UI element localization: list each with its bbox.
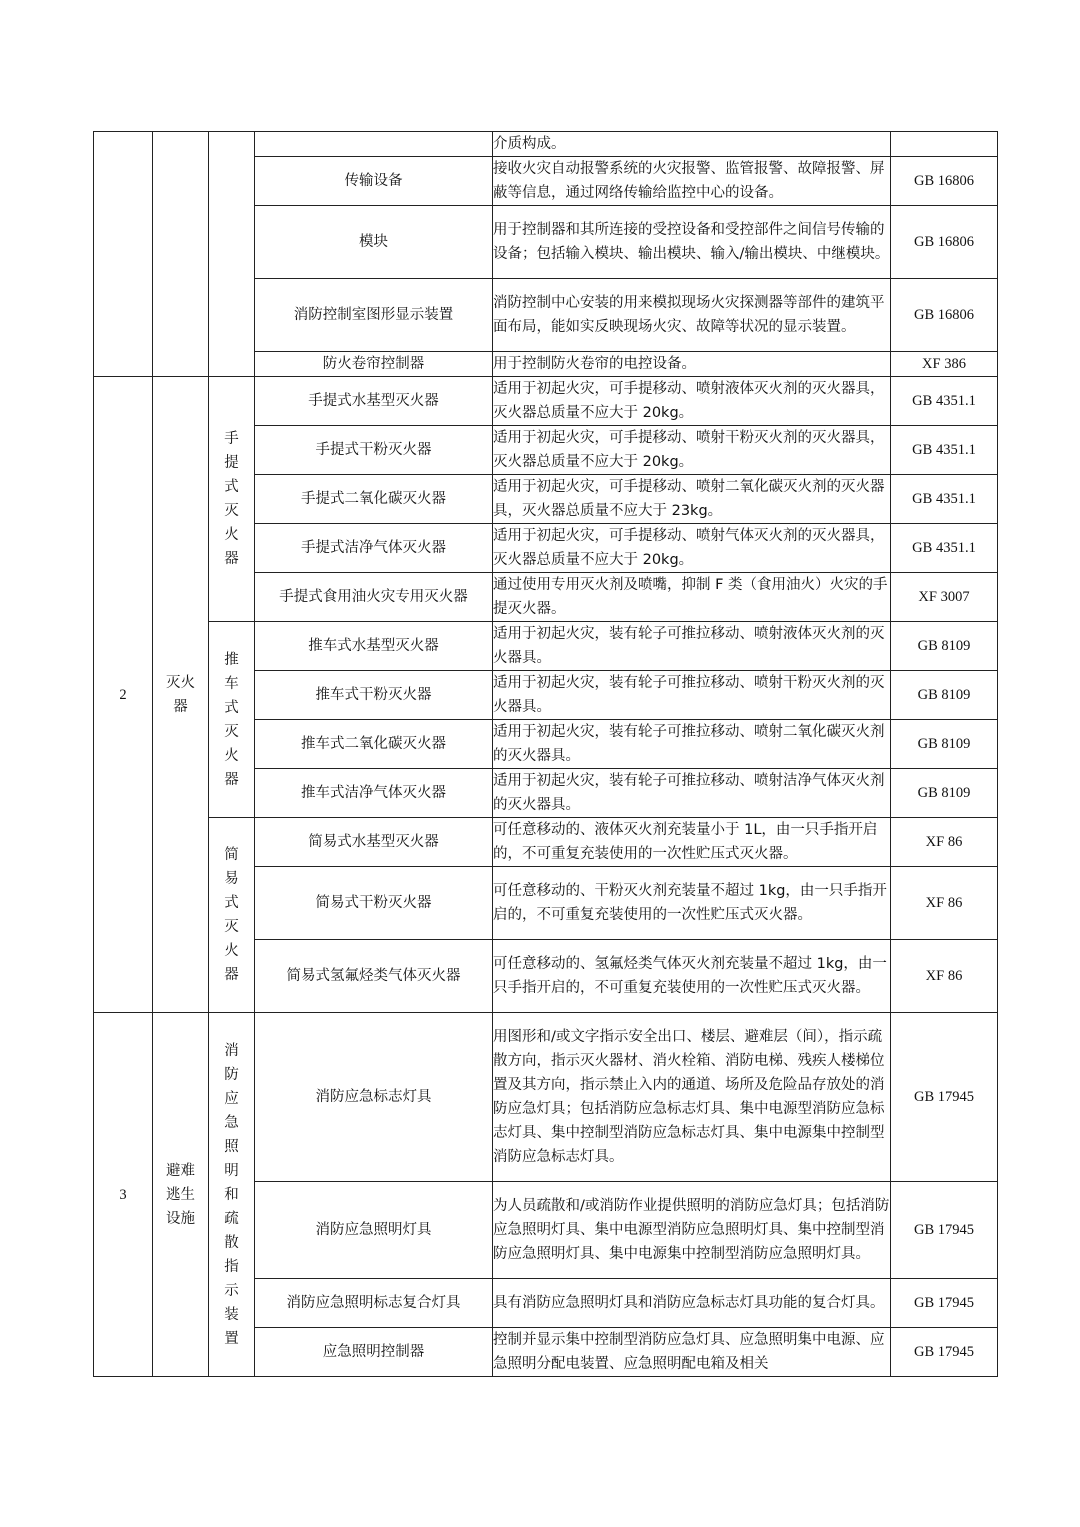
standard-code: GB 8109 — [891, 720, 998, 769]
standard-code: GB 17945 — [891, 1182, 998, 1279]
product-description: 通过使用专用灭火剂及喷嘴，抑制 F 类（食用油火）火灾的手提灭火器。 — [493, 573, 891, 622]
subgroup-label: 手提式灭火器 — [224, 431, 239, 567]
standard-code: XF 86 — [891, 818, 998, 867]
group-number-cell: 3 — [94, 1013, 153, 1377]
product-description: 适用于初起火灾，装有轮子可推拉移动、喷射干粉灭火剂的灭火器具。 — [493, 671, 891, 720]
table-row — [94, 818, 998, 867]
product-name: 简易式氢氟烃类气体灭火器 — [255, 940, 493, 1013]
group-number-cell — [94, 132, 153, 377]
group-category-cell — [153, 377, 209, 1013]
standard-code: GB 8109 — [891, 622, 998, 671]
standard-code: GB 4351.1 — [891, 377, 998, 426]
product-description: 适用于初起火灾，装有轮子可推拉移动、喷射液体灭火剂的灭火器具。 — [493, 622, 891, 671]
product-name: 应急照明控制器 — [255, 1328, 493, 1377]
product-description: 适用于初起火灾，可手提移动、喷射干粉灭火剂的灭火器具，灭火器总质量不应大于 20kg。 — [493, 426, 891, 475]
product-name: 消防应急照明灯具 — [255, 1182, 493, 1279]
product-description: 具有消防应急照明灯具和消防应急标志灯具功能的复合灯具。 — [493, 1279, 891, 1328]
product-name: 手提式二氧化碳灭火器 — [255, 475, 493, 524]
standard-code: GB 17945 — [891, 1013, 998, 1182]
product-description: 适用于初起火灾，可手提移动、喷射液体灭火剂的灭火器具，灭火器总质量不应大于 20kg。 — [493, 377, 891, 426]
product-description: 可任意移动的、液体灭火剂充装量小于 1L，由一只手指开启的，不可重复充装使用的一次性贮压式灭火器。 — [493, 818, 891, 867]
subgroup-cell — [209, 622, 255, 818]
product-description: 接收火灾自动报警系统的火灾报警、监管报警、故障报警、屏蔽等信息，通过网络传输给监控中心的设备。 — [493, 157, 891, 206]
product-name: 推车式洁净气体灭火器 — [255, 769, 493, 818]
standard-code: GB 4351.1 — [891, 475, 998, 524]
product-name: 简易式水基型灭火器 — [255, 818, 493, 867]
product-name: 消防应急照明标志复合灯具 — [255, 1279, 493, 1328]
product-name: 模块 — [255, 206, 493, 279]
product-name: 手提式干粉灭火器 — [255, 426, 493, 475]
standard-code: GB 16806 — [891, 279, 998, 352]
product-description: 可任意移动的、氢氟烃类气体灭火剂充装量不超过 1kg，由一只手指开启的，不可重复充装使用的一次性贮压式灭火器。 — [493, 940, 891, 1013]
table-row — [94, 1013, 998, 1182]
product-name: 消防应急标志灯具 — [255, 1013, 493, 1182]
subgroup-label: 消防应急照明和疏散指示装置 — [224, 1042, 239, 1347]
subgroup-cell — [209, 818, 255, 1013]
product-name: 消防控制室图形显示装置 — [255, 279, 493, 352]
table-row — [94, 622, 998, 671]
group-number-cell: 2 — [94, 377, 153, 1013]
product-description: 适用于初起火灾，可手提移动、喷射二氧化碳灭火剂的灭火器具，灭火器总质量不应大于 23kg。 — [493, 475, 891, 524]
standard-code: GB 8109 — [891, 671, 998, 720]
table-row — [94, 132, 998, 157]
standard-code: XF 386 — [891, 352, 998, 377]
product-name: 推车式二氧化碳灭火器 — [255, 720, 493, 769]
product-name: 手提式食用油火灾专用灭火器 — [255, 573, 493, 622]
product-name: 手提式洁净气体灭火器 — [255, 524, 493, 573]
product-description: 用图形和/或文字指示安全出口、楼层、避难层（间），指示疏散方向，指示灭火器材、消火栓箱、消防电梯、残疾人楼梯位置及其方向，指示禁止入内的通道、场所及危险品存放处的消防应急灯具；包括消防应急标志灯具、集中电源型消防应急标志灯具、集中控制型消防应急标志灯具、集中电源集中控制型消防应急标志灯具。 — [493, 1013, 891, 1182]
product-description: 可任意移动的、干粉灭火剂充装量不超过 1kg，由一只手指开启的，不可重复充装使用的一次性贮压式灭火器。 — [493, 867, 891, 940]
product-description: 适用于初起火灾，可手提移动、喷射气体灭火剂的灭火器具，灭火器总质量不应大于 20kg。 — [493, 524, 891, 573]
product-name: 防火卷帘控制器 — [255, 352, 493, 377]
subgroup-cell — [209, 377, 255, 622]
product-name — [255, 132, 493, 157]
group-category-cell — [153, 132, 209, 377]
product-description: 消防控制中心安装的用来模拟现场火灾探测器等部件的建筑平面布局，能如实反映现场火灾、故障等状况的显示装置。 — [493, 279, 891, 352]
product-description: 介质构成。 — [493, 132, 891, 157]
standards-table — [93, 131, 998, 1377]
group-category-cell — [153, 1013, 209, 1377]
group-category-label: 避难逃生设施 — [166, 1162, 195, 1227]
product-name: 推车式干粉灭火器 — [255, 671, 493, 720]
group-category-label: 灭火器 — [166, 674, 195, 715]
standard-code: GB 16806 — [891, 157, 998, 206]
product-name: 简易式干粉灭火器 — [255, 867, 493, 940]
subgroup-label: 推车式灭火器 — [224, 651, 239, 788]
subgroup-cell — [209, 132, 255, 377]
standard-code: XF 86 — [891, 867, 998, 940]
standard-code: XF 86 — [891, 940, 998, 1013]
product-name: 推车式水基型灭火器 — [255, 622, 493, 671]
standard-code: GB 17945 — [891, 1279, 998, 1328]
standard-code: GB 4351.1 — [891, 524, 998, 573]
product-description: 控制并显示集中控制型消防应急灯具、应急照明集中电源、应急照明分配电装置、应急照明配电箱及相关 — [493, 1328, 891, 1377]
product-description: 适用于初起火灾，装有轮子可推拉移动、喷射二氧化碳灭火剂的灭火器具。 — [493, 720, 891, 769]
standard-code: XF 3007 — [891, 573, 998, 622]
standard-code: GB 17945 — [891, 1328, 998, 1377]
standard-code: GB 4351.1 — [891, 426, 998, 475]
product-description: 为人员疏散和/或消防作业提供照明的消防应急灯具；包括消防应急照明灯具、集中电源型消防应急照明灯具、集中控制型消防应急照明灯具、集中电源集中控制型消防应急照明灯具。 — [493, 1182, 891, 1279]
product-description: 用于控制器和其所连接的受控设备和受控部件之间信号传输的设备；包括输入模块、输出模块、输入/输出模块、中继模块。 — [493, 206, 891, 279]
product-name: 传输设备 — [255, 157, 493, 206]
subgroup-cell — [209, 1013, 255, 1377]
standard-code: GB 16806 — [891, 206, 998, 279]
table-row — [94, 377, 998, 426]
standard-code — [891, 132, 998, 157]
standard-code: GB 8109 — [891, 769, 998, 818]
product-description: 适用于初起火灾，装有轮子可推拉移动、喷射洁净气体灭火剂的灭火器具。 — [493, 769, 891, 818]
product-description: 用于控制防火卷帘的电控设备。 — [493, 352, 891, 377]
subgroup-label: 简易式灭火器 — [224, 847, 239, 983]
product-name: 手提式水基型灭火器 — [255, 377, 493, 426]
